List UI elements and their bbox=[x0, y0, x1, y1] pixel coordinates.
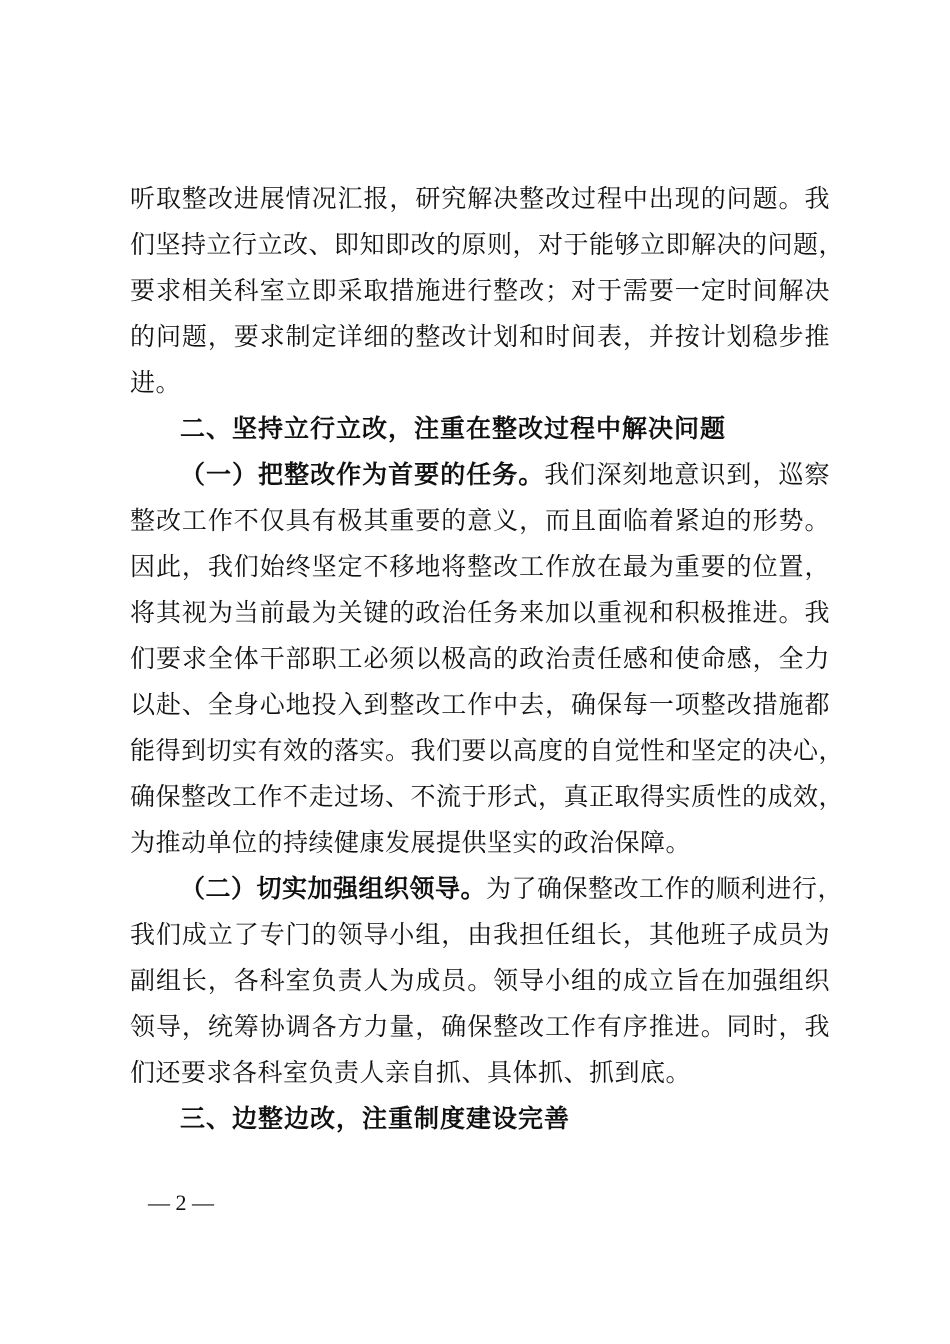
paragraph-line: 整改工作不仅具有极其重要的意义，而且面临着紧迫的形势。 bbox=[130, 506, 830, 535]
paragraph-line: 们坚持立行立改、即知即改的原则，对于能够立即解决的问题， bbox=[130, 230, 845, 259]
paragraph-line: 我们成立了专门的领导小组，由我担任组长，其他班子成员为 bbox=[130, 920, 830, 949]
item-1-first-rest: 我们深刻地意识到，巡察 bbox=[544, 460, 830, 489]
section-heading-3: 三、边整边改，注重制度建设完善 bbox=[180, 1104, 571, 1133]
item-2-lead: （二）切实加强组织领导。 bbox=[180, 874, 487, 903]
paragraph-line: 领导，统筹协调各方力量，确保整改工作有序推进。同时，我 bbox=[130, 1012, 830, 1041]
paragraph-line: 们要求全体干部职工必须以极高的政治责任感和使命感，全力 bbox=[130, 644, 830, 673]
paragraph-line: 为推动单位的持续健康发展提供坚实的政治保障。 bbox=[130, 828, 692, 857]
document-body bbox=[130, 176, 845, 1142]
paragraph-line: 确保整改工作不走过场、不流于形式，真正取得实质性的成效， bbox=[130, 782, 845, 811]
paragraph-line: 听取整改进展情况汇报，研究解决整改过程中出现的问题。我 bbox=[130, 184, 830, 213]
paragraph-line: 将其视为当前最为关键的政治任务来加以重视和积极推进。我 bbox=[130, 598, 830, 627]
paragraph-line: 副组长，各科室负责人为成员。领导小组的成立旨在加强组织 bbox=[130, 966, 830, 995]
paragraph-line: 们还要求各科室负责人亲自抓、具体抓、抓到底。 bbox=[130, 1058, 692, 1087]
paragraph-line: 因此，我们始终坚定不移地将整改工作放在最为重要的位置， bbox=[130, 552, 830, 581]
page-number: — 2 — bbox=[148, 1190, 214, 1215]
item-2-first-rest: 为了确保整改工作的顺利进行， bbox=[486, 874, 844, 903]
item-2-first-line bbox=[130, 866, 844, 912]
paragraph-line: 的问题，要求制定详细的整改计划和时间表，并按计划稳步推 bbox=[130, 322, 830, 351]
paragraph-line: 进。 bbox=[130, 368, 182, 397]
item-1-lead: （一）把整改作为首要的任务。 bbox=[180, 460, 545, 489]
paragraph-line: 能得到切实有效的落实。我们要以高度的自觉性和坚定的决心， bbox=[130, 736, 845, 765]
paragraph-line: 以赴、全身心地投入到整改工作中去，确保每一项整改措施都 bbox=[130, 690, 830, 719]
item-1-first-line bbox=[130, 452, 830, 498]
paragraph-line: 要求相关科室立即采取措施进行整改；对于需要一定时间解决 bbox=[130, 276, 830, 305]
section-heading-2: 二、坚持立行立改，注重在整改过程中解决问题 bbox=[180, 414, 727, 443]
